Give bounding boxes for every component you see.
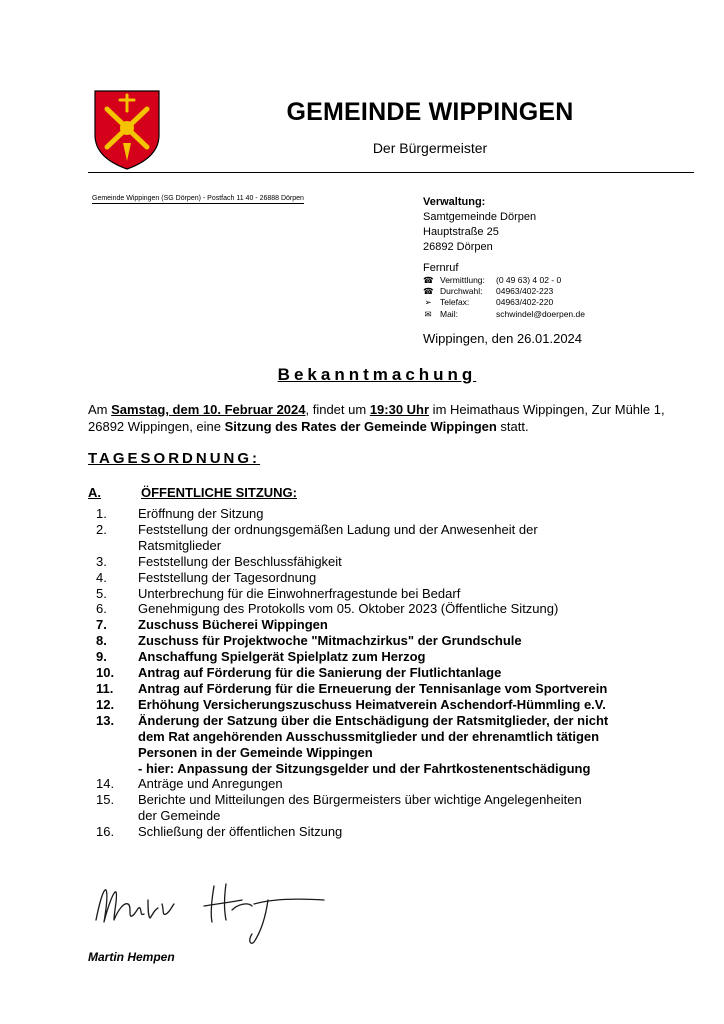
phone-icon: ☎: [423, 275, 434, 285]
administration-heading: Verwaltung:: [423, 196, 486, 208]
arrow-icon: ➢: [424, 297, 432, 308]
agenda-item: [88, 522, 688, 554]
contact-value[interactable]: schwindel@doerpen.de: [496, 308, 585, 319]
section-title: ÖFFENTLICHE SITZUNG:: [141, 485, 297, 500]
agenda-item-text: Anträge und Anregungen: [138, 776, 283, 792]
agenda-item: [88, 824, 688, 840]
agenda-item-text: Erhöhung Versicherungszuschuss Heimatverein Aschendorf-Hümmling e.V.: [138, 696, 606, 712]
page-subtitle: Der Bürgermeister: [372, 140, 488, 156]
intro-text: im Heimathaus Wippingen, Zur Mühle 1, 26892 Wippingen, eine: [88, 402, 665, 434]
agenda-item-text: Ratsmitglieder: [138, 537, 222, 553]
contact-heading: Fernruf: [423, 262, 459, 274]
agenda-item-text: Feststellung der ordnungsgemäßen Ladung und der Anwesenheit der: [138, 521, 538, 537]
meeting-date: Samstag, dem 10. Februar 2024: [111, 402, 306, 417]
agenda-item-text: Zuschuss Bücherei Wippingen: [138, 617, 328, 633]
agenda-item-number: 9.: [96, 649, 107, 665]
meeting-name: Sitzung des Rates der Gemeinde Wippingen: [224, 419, 497, 434]
agenda-list: [88, 506, 688, 840]
agenda-item-number: 10.: [96, 665, 115, 681]
phone-icon: ☎: [423, 286, 434, 297]
agenda-item-text: Antrag auf Förderung für die Sanierung der Flutlichtanlage: [138, 665, 502, 681]
agenda-item: [88, 633, 688, 649]
contact-label: Durchwahl:: [440, 286, 483, 297]
intro-text: , findet um: [305, 402, 370, 417]
agenda-item-text: Feststellung der Beschlussfähigkeit: [138, 553, 342, 569]
administration-line: 26892 Dörpen: [423, 241, 493, 253]
section-heading: [88, 485, 297, 500]
agenda-item: [88, 713, 688, 777]
agenda-item-text: Genehmigung des Protokolls vom 05. Oktober 2023 (Öffentliche Sitzung): [138, 601, 559, 617]
agenda-item-text: Schließung der öffentlichen Sitzung: [138, 824, 343, 840]
agenda-item: [88, 506, 688, 522]
place-date: Wippingen, den 26.01.2024: [423, 331, 583, 346]
announcement-title: Bekanntmachung: [277, 365, 477, 384]
agenda-item-text: dem Rat angehörenden Ausschussmitglieder und der ehrenamtlich tätigen: [138, 728, 600, 744]
contact-value: 04963/402-223: [496, 286, 554, 297]
agenda-item-number: 4.: [96, 569, 107, 585]
agenda-item: [88, 601, 688, 617]
contact-label: Telefax:: [440, 297, 470, 308]
agenda-item: [88, 776, 688, 792]
agenda-item-number: 12.: [96, 696, 115, 712]
agenda-item-text: Feststellung der Tagesordnung: [138, 569, 317, 585]
section-letter: A.: [88, 485, 101, 500]
agenda-item: [88, 554, 688, 570]
agenda-item-text: Personen in der Gemeinde Wippingen: [138, 744, 373, 760]
administration-line: Samtgemeinde Dörpen: [423, 211, 537, 223]
agenda-item-number: 8.: [96, 633, 107, 649]
agenda-item-number: 6.: [96, 601, 107, 617]
sender-address-line: Gemeinde Wippingen (SG Dörpen) - Postfach 11 40 - 26888 Dörpen: [92, 195, 304, 202]
agenda-item-number: 2.: [96, 521, 107, 537]
agenda-item-text: Unterbrechung für die Einwohnerfragestunde bei Bedarf: [138, 585, 461, 601]
agenda-item: [88, 697, 688, 713]
agenda-item-text: Berichte und Mitteilungen des Bürgermeisters über wichtige Angelegenheiten: [138, 792, 582, 808]
agenda-item-text: Änderung der Satzung über die Entschädigung der Ratsmitglieder, der nicht: [138, 712, 609, 728]
agenda-item-number: 13.: [96, 712, 115, 728]
agenda-item-text: der Gemeinde: [138, 808, 221, 824]
contact-label: Mail:: [440, 308, 458, 319]
agenda-item-number: 7.: [96, 617, 107, 633]
agenda-item-text: Anschaffung Spielgerät Spielplatz zum Herzog: [138, 649, 426, 665]
contact-value: 04963/402-220: [496, 297, 554, 308]
agenda-item-text: Antrag auf Förderung für die Erneuerung der Tennisanlage vom Sportverein: [138, 680, 608, 696]
agenda-item-number: 3.: [96, 553, 107, 569]
intro-text: statt.: [496, 419, 529, 434]
agenda-item: [88, 681, 688, 697]
agenda-item-text: Eröffnung der Sitzung: [138, 506, 264, 521]
agenda-item: [88, 665, 688, 681]
intro-paragraph: [88, 401, 698, 435]
agenda-item-number: 11.: [96, 680, 114, 696]
agenda-item-number: 16.: [96, 824, 115, 840]
agenda-item-number: 5.: [96, 585, 107, 601]
administration-line: Hauptstraße 25: [423, 226, 499, 238]
agenda-item-number: 1.: [96, 506, 107, 521]
administration-block: [423, 195, 536, 255]
meeting-time: 19:30 Uhr: [369, 402, 430, 417]
agenda-item-text: Zuschuss für Projektwoche "Mitmachzirkus" der Grundschule: [138, 633, 522, 649]
contact-value: (0 49 63) 4 02 - 0: [496, 275, 562, 285]
coat-of-arms-logo: [92, 89, 162, 171]
agenda-title: TAGESORDNUNG:: [88, 450, 261, 467]
agenda-item: [88, 586, 688, 602]
page-title: GEMEINDE WIPPINGEN: [286, 98, 574, 126]
envelope-icon: ✉: [424, 308, 432, 319]
agenda-item: [88, 649, 688, 665]
signature-image: [92, 870, 332, 950]
agenda-item: [88, 792, 688, 824]
agenda-item: [88, 617, 688, 633]
agenda-item-number: 14.: [96, 776, 115, 792]
contact-label: Vermittlung:: [440, 275, 485, 285]
signature-name: Martin Hempen: [88, 950, 175, 964]
agenda-item: [88, 570, 688, 586]
agenda-item-text: - hier: Anpassung der Sitzungsgelder und der Fahrtkostenentschädigung: [138, 760, 591, 776]
header-divider: [88, 172, 694, 173]
intro-text: Am: [88, 402, 112, 417]
agenda-item-number: 15.: [96, 792, 115, 808]
